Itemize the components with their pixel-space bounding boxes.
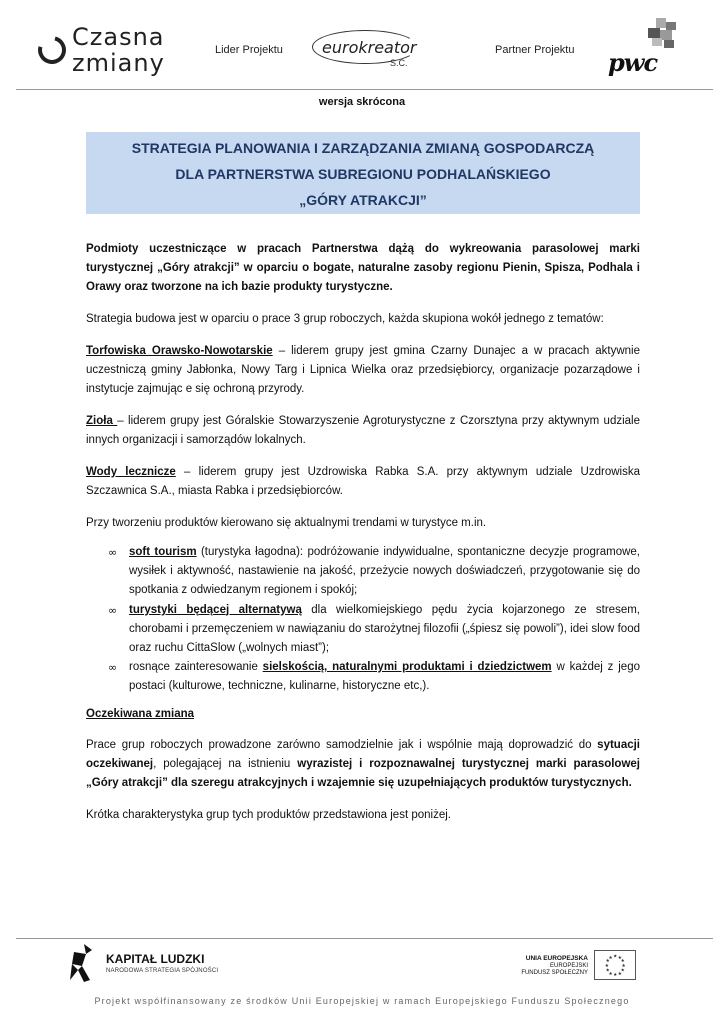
group3-text: – liderem grupy jest Uzdrowiska Rabka S.A. przy aktywnym udziale Uzdrowiska Szczawnica S.A., miasta Rabka i przedsiębiorców. (86, 465, 640, 498)
eu-line2: EUROPEJSKI (549, 962, 588, 969)
expected-b1: sytuacji oczekiwanej (86, 738, 640, 770)
svg-text:★: ★ (608, 955, 613, 961)
document-body (86, 240, 640, 838)
infinity-bullet-icon: ∞ (108, 545, 118, 559)
list-item (86, 543, 640, 601)
logo-line2: zmiany (72, 49, 165, 77)
title-line2: DLA PARTNERSTWA SUBREGIONU PODHALAŃSKIEGO (175, 166, 551, 182)
svg-text:★: ★ (605, 959, 610, 965)
cofinancing-note: Projekt współfinansowany ze środków Unii Europejskiej w ramach Europejskiego Funduszu Społecznego (94, 996, 630, 1006)
bullet1-text: (turystyka łagodna): podróżowanie indywidualne, spontaniczne decyzje programowe, wysiłek i aktywność, nastawienie na jakość, przeżycie nowych doświadczeń, przygotowanie się do spotkania z odwiedzanym regionem i spokój; (129, 545, 641, 597)
eu-text (500, 955, 588, 978)
bullet1-title: soft tourism (129, 545, 197, 558)
eu-flag-icon (594, 950, 636, 980)
title-line3: „GÓRY ATRAKCJI” (299, 192, 427, 208)
eu-line3: FUNDUSZ SPOŁECZNY (521, 970, 588, 976)
svg-text:★: ★ (617, 971, 622, 977)
kl-subtitle: NARODOWA STRATEGIA SPÓJNOŚCI (106, 968, 219, 974)
svg-text:★: ★ (620, 959, 625, 965)
expected-p1: Prace grup roboczych prowadzone zarówno samodzielnie jak i wspólnie mają doprowadzić do (86, 738, 598, 751)
page-header (0, 0, 724, 90)
group3-title: Wody lecznicze (86, 465, 176, 478)
group-wody (86, 463, 640, 501)
expected-change-paragraph (86, 736, 640, 794)
title-line1: STRATEGIA PLANOWANIA I ZARZĄDZANIA ZMIANĄ GOSPODARCZĄ (131, 140, 595, 156)
partner-label: Partner Projektu (495, 44, 575, 56)
bullet3-text: w każdej z jego postaci (kulturowe, techniczne, kulinarne, historyczne etc,). (129, 661, 640, 693)
bullet2-text: dla wielkomiejskiego pędu życia kojarzonego ze stresem, chorobami i przemęczeniem w nawiązaniu do starożytnej filozofii („śpiesz się powoli”), idei slow food oraz ruchu CittaSlow („wolnych miast”); (129, 603, 641, 654)
header-divider (16, 89, 713, 90)
title-box (86, 132, 640, 214)
svg-text:★: ★ (608, 971, 613, 977)
svg-text:★: ★ (617, 955, 622, 961)
running-figure-icon (70, 944, 94, 984)
infinity-bullet-icon: ∞ (108, 603, 118, 617)
svg-text:★: ★ (620, 968, 625, 974)
pwc-wordmark: pwc (608, 48, 658, 77)
bullet3-pre: rosnące zainteresowanie (129, 661, 263, 674)
eurokreator-name: eurokreator (322, 38, 417, 57)
version-label: wersja skrócona (318, 96, 406, 108)
bullet2-title: turystyki będącej alternatywą (129, 603, 302, 616)
svg-text:★: ★ (621, 963, 626, 969)
group1-text: – liderem grupy jest gmina Czarny Dunajec a w pracach aktywnie uczestniczą gminy Jabłonka, Nowy Targ i Lipnica Wielka oraz przedsiębiorcy, organizacje pozarządowe i instytucje zajmując e się ochroną przyrody. (86, 344, 640, 396)
group-ziola (86, 412, 640, 450)
expected-p2: , polegającej na istnieniu (153, 757, 298, 770)
trends-intro: Przy tworzeniu produktów kierowano się aktualnymi trendami w turystyce m.in. (86, 516, 487, 529)
groups-intro: Strategia budowa jest w oparciu o prace 3 grup roboczych, każda skupiona wokół jednego z tematów: (86, 313, 604, 326)
closing-paragraph: Krótka charakterystyka grup tych produktów przedstawiona jest poniżej. (86, 808, 451, 821)
eu-line1: UNIA EUROPEJSKA (525, 955, 588, 962)
eurokreator-suffix: S.C. (390, 58, 408, 68)
eurokreator-logo (312, 28, 422, 72)
footer-divider (16, 938, 713, 939)
pwc-logo (606, 18, 686, 78)
infinity-bullet-icon: ∞ (108, 661, 118, 675)
trends-list (86, 543, 640, 697)
lider-label: Lider Projektu (215, 44, 283, 56)
intro-text: Podmioty uczestniczące w pracach Partnerstwa dążą do wykreowania parasolowej marki turystycznej „Góry atrakcji” w oparciu o bogate, naturalne zasoby regionu Pienin, Spisza, Podhala i Orawy oraz tworzone na ich bazie produkty turystyczne. (86, 243, 640, 294)
list-item (86, 601, 640, 659)
svg-text:★: ★ (613, 973, 618, 979)
svg-text:★: ★ (604, 963, 609, 969)
czasna-zmiany-logo (38, 23, 178, 78)
power-ring-icon (33, 31, 71, 69)
kapital-ludzki-logo (70, 944, 230, 986)
group2-title: Zioła (86, 414, 118, 427)
list-item (86, 658, 640, 696)
svg-text:★: ★ (613, 954, 618, 960)
group2-text: – liderem grupy jest Góralskie Stowarzyszenie Agroturystyczne z Czorsztyna przy aktywnym udziale innych organizacji i samorządów lokalnych. (86, 414, 640, 447)
group-torfowiska (86, 342, 640, 400)
logo-line1: Czasna (72, 23, 165, 51)
svg-text:★: ★ (605, 968, 610, 974)
expected-change-heading: Oczekiwana zmiana (86, 707, 195, 720)
group1-title: Torfowiska Orawsko-Nowotarskie (86, 344, 273, 357)
pwc-blocks-icon (648, 18, 678, 48)
bullet3-title: sielskością, naturalnymi produktami i dziedzictwem (262, 661, 552, 674)
kl-title: KAPITAŁ LUDZKI (106, 952, 205, 966)
expected-b2: wyrazistej i rozpoznawalnej turystycznej marki parasolowej „Góry atrakcji” dla szeregu atrakcyjnych i wzajemnie się uzupełniających produktów turystycznych. (86, 757, 640, 790)
intro-paragraph (86, 240, 640, 298)
logo-text (72, 24, 165, 76)
